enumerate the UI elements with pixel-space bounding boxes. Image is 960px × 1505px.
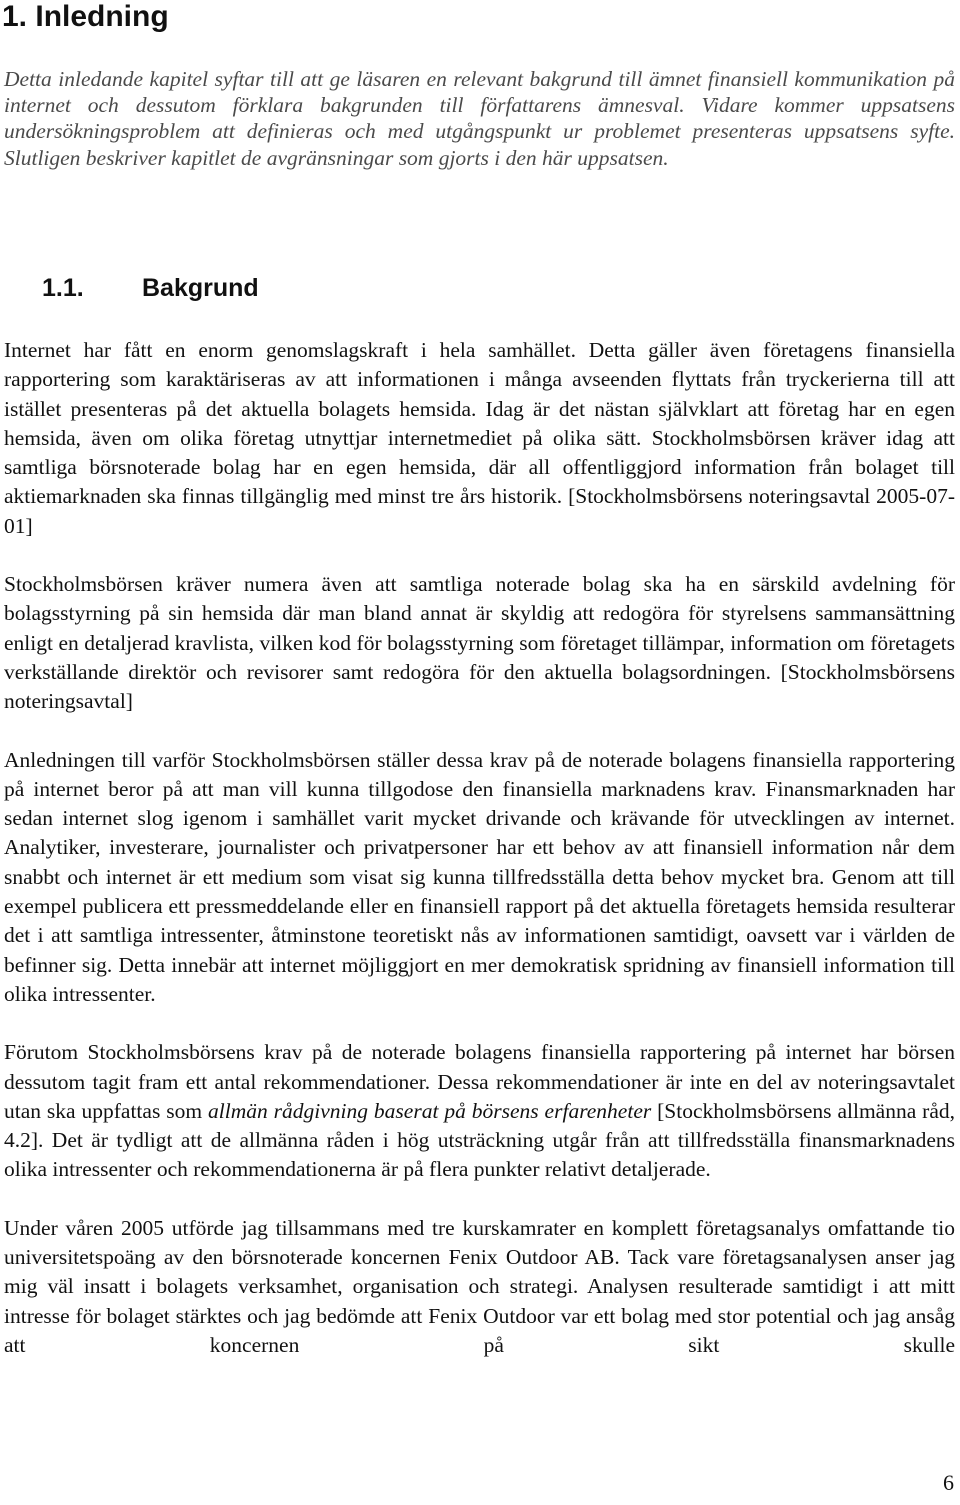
section-number: 1.1. [42,274,84,302]
paragraph-4 [4,1038,955,1184]
paragraph-4-emphasis: allmän rådgivning baserat på börsens erfarenheter [208,1098,652,1123]
section-title: Bakgrund [142,274,259,302]
paragraph-1: Internet har fått en enorm genomslagskraft i hela samhället. Detta gäller även företagens finansiella rapportering som karaktäriseras av att informationen i många avseenden flyttats från tryckerierna till att istället presenteras på det aktuella bolagets hemsida. Idag är det nästan självklart att företag har en egen hemsida, även om olika företag utnyttjar internetmediet på olika sätt. Stockholmsbörsen kräver idag att samtliga börsnoterade bolag har en egen hemsida, där all offentliggjord information från bolaget till aktiemarknaden ska finnas tillgänglig med minst tre års historik. [Stockholmsbörsens noteringsavtal 2005-07-01] [4,338,955,538]
paragraph-4-text-b: [Stockholmsbörsens allmänna råd, 4.2]. Det är tydligt att de allmänna råden i hög utsträckning utgår från att tillfredsställa finansmarknadens olika intressenter och rekommendationerna är på flera punkter relativt detaljerade. [4,1098,955,1182]
paragraph-2: Stockholmsbörsen kräver numera även att samtliga noterade bolag ska ha en särskild avdelning för bolagsstyrning på sin hemsida där man bland annat är skyldig att redogöra för styrelsens sammansättning enligt en detaljerad kravlista, vilken kod för bolagsstyrning som företaget tillämpar, information om företagets verkställande direktör och revisorer samt redogöra för den aktuella bolagsordningen. [Stockholmsbörsens noteringsavtal] [4,572,955,714]
page-number: 6 [943,1470,954,1495]
section-body [4,336,955,1389]
paragraph-3: Anledningen till varför Stockholmsbörsen ställer dessa krav på de noterade bolagens finansiella rapportering på internet beror på att man vill kunna tillgodose den finansiella marknadens krav. Finansmarknaden har sedan internet slog igenom i samhället varit mycket drivande och krävande för utvecklingen av internet. Analytiker, investerare, journalister och privatpersoner har ett behov av att finansiell information når dem snabbt och internet är ett medium som visat sig kunna tillfredsställa detta behov mycket bra. Genom att till exempel publicera ett pressmeddelande eller en finansiell rapport på det aktuella företagets hemsida resulterar det i att samtliga intressenter, åtminstone teoretiskt nås av informationen samtidigt, oavsett var i världen de befinner sig. Detta innebär att internet möjliggjort en mer demokratisk spridning av finansiell information till olika intressenter. [4,747,955,1006]
chapter-title: 1. Inledning [2,0,169,33]
section-heading [42,272,259,304]
paragraph-4-text-a: Förutom Stockholmsbörsens krav på de noterade bolagens finansiella rapportering på internet har börsen dessutom tagit fram ett antal rekommendationer. Dessa rekommendationer är inte en del av noteringsavtalet utan ska uppfattas som [4,1040,955,1123]
chapter-intro: Detta inledande kapitel syftar till att ge läsaren en relevant bakgrund till ämnet finansiell kommunikation på internet och dessutom förklara bakgrunden till författarens ämnesval. Vidare kommer uppsatsens undersökningsproblem att definieras och med utgångspunkt ur problemet presenteras uppsatsens syfte. Slutligen beskriver kapitlet de avgränsningar som gjorts i den här uppsatsen. [4,67,955,170]
paragraph-5: Under våren 2005 utförde jag tillsammans med tre kurskamrater en komplett företagsanalys omfattande tio universitetspoäng av den börsnoterade koncernen Fenix Outdoor AB. Tack vare företagsanalysen anser jag mig väl insatt i bolagets verksamhet, organisation och strategi. Analysen resulterade samtidigt i att mitt intresse för bolaget stärktes och jag bedömde att Fenix Outdoor var ett bolag med stor potential och jag ansåg att koncernen på sikt skulle [4,1215,955,1357]
